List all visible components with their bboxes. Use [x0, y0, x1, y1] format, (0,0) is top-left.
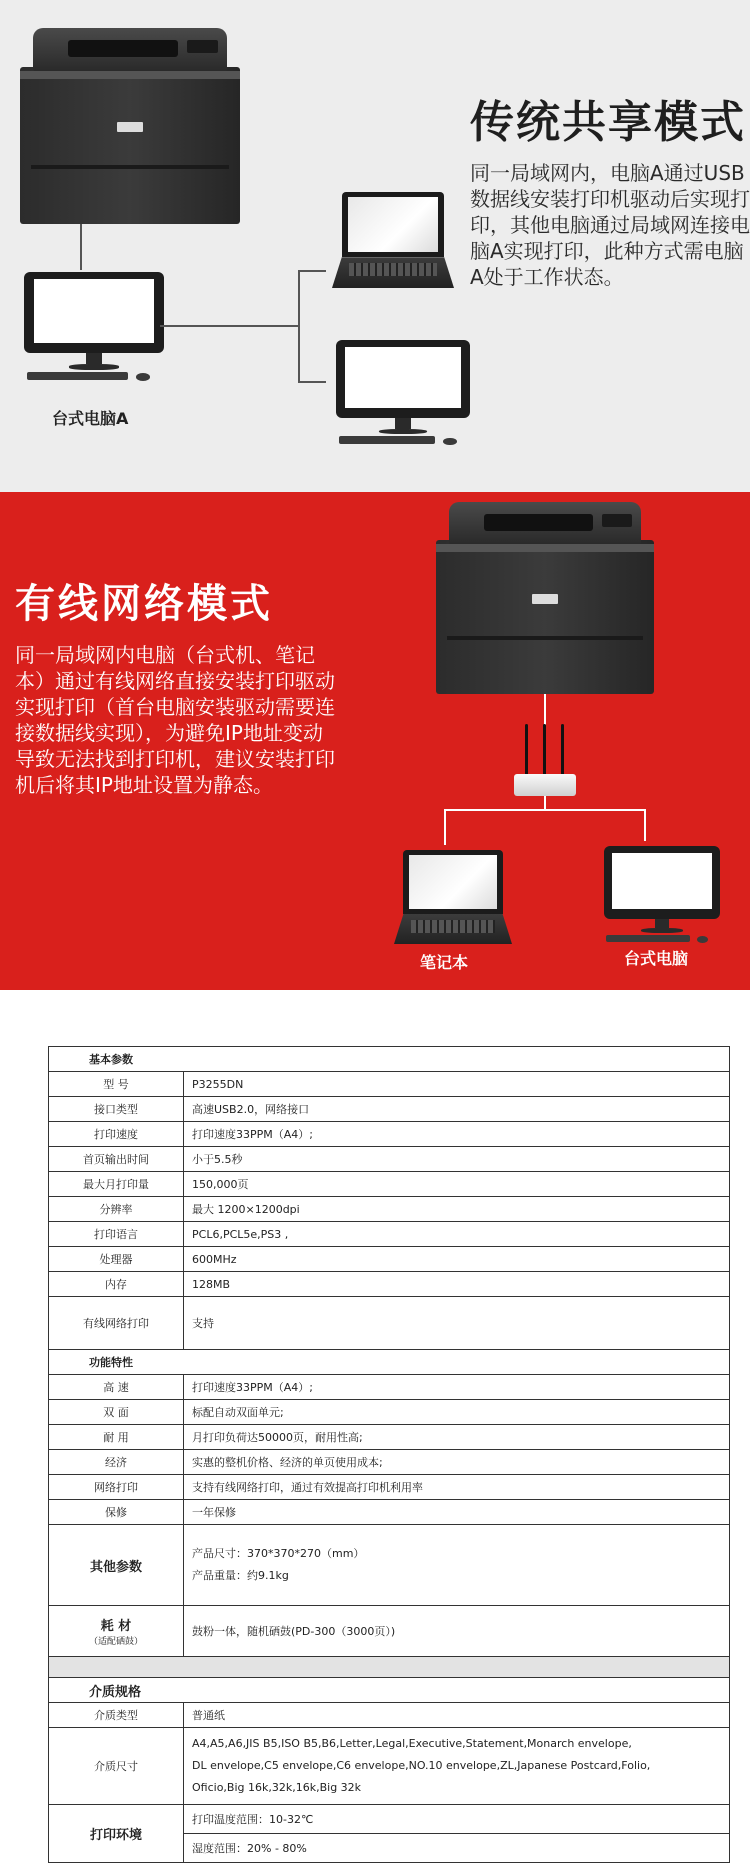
- table-row: [49, 1805, 730, 1834]
- consumable-sublabel: （适配硒鼓）: [88, 1637, 143, 1647]
- desktop-a-image: [24, 272, 164, 382]
- spec-value: 打印速度33PPM（A4）;: [184, 1122, 730, 1147]
- spec-key: 处理器: [49, 1247, 184, 1272]
- spec-value: 150,000页: [184, 1172, 730, 1197]
- desktop-image: [336, 340, 470, 446]
- router-image: [514, 724, 576, 796]
- spacer-row: [49, 1657, 730, 1678]
- table-row: [49, 1097, 730, 1122]
- table-row: [49, 1450, 730, 1475]
- spec-value: 普通纸: [184, 1703, 730, 1728]
- printer-image: [436, 502, 654, 694]
- spec-key: 高 速: [49, 1375, 184, 1400]
- spec-value: PCL6,PCL5e,PS3 ,: [184, 1222, 730, 1247]
- table-row: [49, 1678, 730, 1703]
- connector-line: [298, 270, 300, 382]
- wired-network-section: [0, 492, 750, 990]
- spec-value: 湿度范围：20% - 80%: [184, 1834, 730, 1863]
- table-row: [49, 1222, 730, 1247]
- media-size-line: DL envelope,C5 envelope,C6 envelope,NO.10 envelope,ZL,Japanese Postcard,Folio,: [192, 1759, 651, 1772]
- connector-line: [80, 224, 82, 270]
- spec-value: 鼓粉一体，随机硒鼓(PD-300（3000页）): [184, 1606, 730, 1657]
- basic-params-header: 基本参数: [49, 1047, 730, 1072]
- spec-value: 支持: [184, 1297, 730, 1350]
- traditional-description: 同一局域网内，电脑A通过USB数据线安装打印机驱动后实现打印，其他电脑通过局域网连接电脑A实现打印，此种方式需电脑A处于工作状态。: [470, 161, 750, 289]
- media-header: 介质规格: [49, 1678, 730, 1703]
- table-row: [49, 1272, 730, 1297]
- connector-line: [544, 796, 546, 810]
- spec-key: 介质尺寸: [49, 1728, 184, 1805]
- connector-line: [298, 270, 326, 272]
- spec-key: 打印语言: [49, 1222, 184, 1247]
- spec-value: [184, 1525, 730, 1606]
- table-row: [49, 1297, 730, 1350]
- connector-line: [644, 809, 646, 841]
- table-row: [49, 1500, 730, 1525]
- printer-image: [20, 28, 240, 224]
- spec-key: 打印速度: [49, 1122, 184, 1147]
- table-row: [49, 1657, 730, 1678]
- spec-value: 一年保修: [184, 1500, 730, 1525]
- laptop-image: [394, 850, 512, 944]
- spec-value: 小于5.5秒: [184, 1147, 730, 1172]
- features-header: 功能特性: [49, 1350, 730, 1375]
- laptop-label: 笔记本: [420, 953, 469, 972]
- spec-key: 耐 用: [49, 1425, 184, 1450]
- desktop-image: [604, 846, 720, 944]
- desktop-label: 台式电脑: [624, 949, 689, 968]
- table-row: [49, 1147, 730, 1172]
- spec-value: [184, 1728, 730, 1805]
- table-row: [49, 1172, 730, 1197]
- table-row: [49, 1400, 730, 1425]
- spec-value: 最大 1200×1200dpi: [184, 1197, 730, 1222]
- spec-key: 打印环境: [49, 1805, 184, 1863]
- media-size-line: A4,A5,A6,JIS B5,ISO B5,B6,Letter,Legal,Executive,Statement,Monarch envelope,: [192, 1737, 632, 1750]
- desktop-a-label: 台式电脑A: [52, 409, 129, 428]
- spec-key: 型 号: [49, 1072, 184, 1097]
- spec-value: 600MHz: [184, 1247, 730, 1272]
- connector-line: [444, 809, 446, 845]
- connector-line: [160, 325, 300, 327]
- table-row: [49, 1728, 730, 1805]
- spec-key: 分辨率: [49, 1197, 184, 1222]
- wired-title: 有线网络模式: [15, 581, 273, 627]
- consumable-label: 耗 材: [100, 1619, 132, 1634]
- spec-key: 经济: [49, 1450, 184, 1475]
- table-row: [49, 1197, 730, 1222]
- spec-key: 保修: [49, 1500, 184, 1525]
- spec-value: 高速USB2.0，网络接口: [184, 1097, 730, 1122]
- spec-value: 128MB: [184, 1272, 730, 1297]
- table-row: [49, 1122, 730, 1147]
- spec-value: 标配自动双面单元;: [184, 1400, 730, 1425]
- table-row: [49, 1475, 730, 1500]
- spec-value: 月打印负荷达50000页，耐用性高;: [184, 1425, 730, 1450]
- connector-line: [444, 809, 646, 811]
- laptop-image: [332, 192, 454, 288]
- spec-key: 接口类型: [49, 1097, 184, 1122]
- table-row: [49, 1703, 730, 1728]
- dimensions-text: 产品尺寸：370*370*270（mm）: [192, 1547, 365, 1560]
- connector-line: [298, 381, 326, 383]
- connector-line: [544, 694, 546, 728]
- spec-key: 最大月打印量: [49, 1172, 184, 1197]
- spec-key: 介质类型: [49, 1703, 184, 1728]
- spec-value: P3255DN: [184, 1072, 730, 1097]
- spec-key: [49, 1606, 184, 1657]
- table-row: [49, 1350, 730, 1375]
- spec-value: 打印温度范围：10-32℃: [184, 1805, 730, 1834]
- weight-text: 产品重量：约9.1kg: [192, 1569, 289, 1582]
- table-row: [49, 1606, 730, 1657]
- table-row: [49, 1247, 730, 1272]
- traditional-share-section: [0, 0, 750, 492]
- table-row: [49, 1425, 730, 1450]
- spec-value: 支持有线网络打印，通过有效提高打印机利用率: [184, 1475, 730, 1500]
- spec-key: 首页输出时间: [49, 1147, 184, 1172]
- traditional-title: 传统共享模式: [470, 97, 746, 148]
- spec-table: [48, 1046, 730, 1863]
- spec-key: 双 面: [49, 1400, 184, 1425]
- spec-key: 其他参数: [49, 1525, 184, 1606]
- table-row: [49, 1525, 730, 1606]
- spec-value: 打印速度33PPM（A4）;: [184, 1375, 730, 1400]
- table-row: [49, 1047, 730, 1072]
- media-size-line: Oficio,Big 16k,32k,16k,Big 32k: [192, 1781, 362, 1794]
- table-row: [49, 1072, 730, 1097]
- spec-key: 有线网络打印: [49, 1297, 184, 1350]
- spec-value: 实惠的整机价格、经济的单页使用成本;: [184, 1450, 730, 1475]
- table-row: [49, 1375, 730, 1400]
- wired-description: 同一局域网内电脑（台式机、笔记本）通过有线网络直接安装打印驱动实现打印（首台电脑安装驱动需要连接数据线实现），为避免IP地址变动导致无法找到打印机，建议安装打印机后将其IP地址设置为静态。: [15, 643, 335, 797]
- spec-key: 内存: [49, 1272, 184, 1297]
- spec-key: 网络打印: [49, 1475, 184, 1500]
